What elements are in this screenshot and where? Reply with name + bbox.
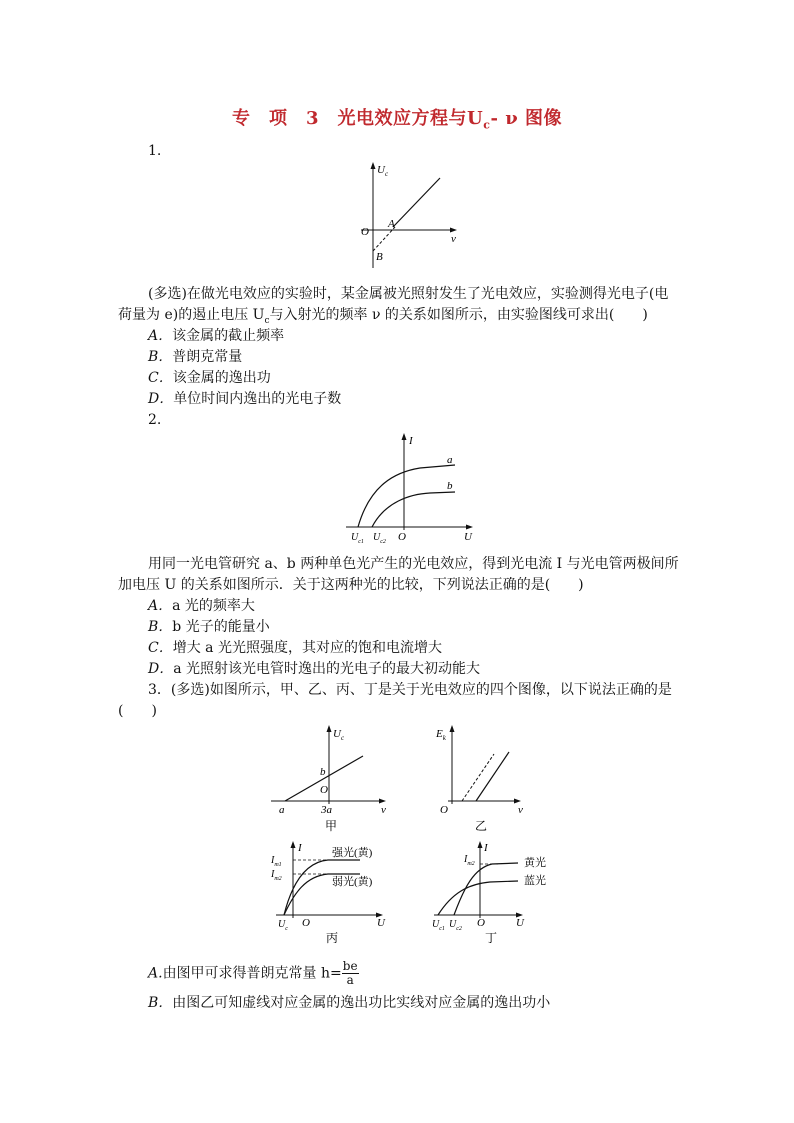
bing-origin-label: O xyxy=(302,917,310,929)
q2-y-label: I xyxy=(409,435,413,447)
jia-y-label: $U_c$ xyxy=(333,728,345,742)
title-suffix: - ν 图像 xyxy=(490,108,562,129)
q1-number: 1. xyxy=(148,143,162,159)
ding-uc1-label: $U_{c1}$ xyxy=(432,919,445,932)
q1-x-arrow xyxy=(450,228,457,233)
bing-weak-label: 弱光(黄) xyxy=(332,876,373,888)
q2-curve-a xyxy=(358,465,455,527)
yi-x-label: ν xyxy=(518,804,523,816)
q3-figure-bing xyxy=(270,838,400,948)
q1-point-a: A xyxy=(388,218,395,230)
q1-stem-line2: 荷量为 e)的遏止电压 $U_c$与入射光的频率 ν 的关系如图所示，由实验图线可求出( ) xyxy=(118,307,648,326)
q2-curve-a-label: a xyxy=(447,454,453,466)
bing-uc-label: $U_c$ xyxy=(278,919,288,932)
q2-curve-b xyxy=(372,492,455,527)
q1-y-label: $U_c$ xyxy=(377,164,389,178)
q1-origin-label: O xyxy=(361,226,369,238)
q3-option-a-fraction: $\frac{be}{a}$ xyxy=(342,959,358,987)
yi-caption: 乙 xyxy=(475,819,488,833)
yi-y-label: $E_k$ xyxy=(436,728,446,742)
q1-y-arrow xyxy=(371,162,376,169)
q1-option-d: D．单位时间内逸出的光电子数 xyxy=(148,391,342,407)
q1-x-label: ν xyxy=(451,233,456,245)
q2-number: 2. xyxy=(148,412,162,428)
yi-y-arrow xyxy=(450,725,455,732)
jia-b-label: b xyxy=(320,766,326,778)
ding-im2-label: $I_{m2}$ xyxy=(464,854,475,867)
yi-dashed-line xyxy=(462,754,494,801)
bing-strong-label: 强光(黄) xyxy=(332,847,373,859)
title-subscript: c xyxy=(483,118,491,132)
q1-figure xyxy=(355,160,465,272)
q2-y-arrow xyxy=(402,433,407,440)
bing-im1-label: $I_{m1}$ xyxy=(271,855,282,868)
ding-y-arrow xyxy=(478,841,483,848)
title-text: 专 项 3 光电效应方程与U xyxy=(232,108,484,129)
q1-solid-line xyxy=(393,178,440,227)
q1-option-a: A．该金属的截止频率 xyxy=(148,328,285,344)
q2-figure xyxy=(340,430,485,545)
jia-3a-label: 3a xyxy=(321,804,332,816)
q2-option-d: D．a 光照射该光电管时逸出的光电子的最大初动能大 xyxy=(148,661,481,677)
ding-y-label: I xyxy=(484,842,488,854)
q1-option-b: B．普朗克常量 xyxy=(148,349,243,365)
jia-a-label: a xyxy=(279,804,285,816)
jia-caption: 甲 xyxy=(325,819,338,833)
q1-stem-line1: (多选)在做光电效应的实验时，某金属被光照射发生了光电效应，实验测得光电子(电 xyxy=(148,286,669,302)
q2-stem-line2: 加电压 U 的关系如图所示．关于这两种光的比较，下列说法正确的是( ) xyxy=(118,577,584,593)
q2-stem-line1: 用同一光电管研究 a、b 两种单色光产生的光电效应，得到光电流 I 与光电管两极间所 xyxy=(148,556,679,572)
q3-option-a: A.由图甲可求得普朗克常量 h= $\frac{be}{a}$ xyxy=(148,959,358,987)
q2-uc2-label: $U_{c2}$ xyxy=(373,532,386,545)
q1-point-b: B xyxy=(376,251,383,263)
q3-figure-yi xyxy=(430,722,535,834)
q2-option-a: A．a 光的频率大 xyxy=(148,598,255,614)
q2-uc1-label: $U_{c1}$ xyxy=(351,532,364,545)
ding-yellow-label: 黄光 xyxy=(524,857,546,869)
jia-x-arrow xyxy=(379,799,386,804)
bing-y-label: I xyxy=(298,842,302,854)
bing-x-label: U xyxy=(377,917,385,929)
yi-origin-label: O xyxy=(440,804,448,816)
ding-origin-label: O xyxy=(477,917,485,929)
bing-caption: 丙 xyxy=(326,931,339,945)
jia-y-arrow xyxy=(327,725,332,732)
q2-option-b: B．b 光子的能量小 xyxy=(148,619,270,635)
q2-x-arrow xyxy=(466,525,473,530)
ding-x-label: U xyxy=(516,917,524,929)
jia-x-label: ν xyxy=(381,804,386,816)
ding-blue-curve xyxy=(438,881,518,915)
q2-origin-label: O xyxy=(398,531,406,543)
q1-option-c: C．该金属的逸出功 xyxy=(148,370,271,386)
q3-figure-jia xyxy=(265,722,395,834)
q3-option-b: B．由图乙可知虚线对应金属的逸出功比实线对应金属的逸出功小 xyxy=(148,995,551,1011)
q3-stem-line1: 3．(多选)如图所示，甲、乙、丙、丁是关于光电效应的四个图像，以下说法正确的是 xyxy=(148,682,672,698)
q2-option-c: C．增大 a 光光照强度，其对应的饱和电流增大 xyxy=(148,640,442,656)
yi-x-arrow xyxy=(514,799,521,804)
q3-stem-line2: ( ) xyxy=(118,703,157,719)
page-title xyxy=(0,104,794,132)
jia-origin-label: O xyxy=(320,784,328,796)
q2-curve-b-label: b xyxy=(447,480,453,492)
ding-blue-label: 蓝光 xyxy=(524,875,546,887)
ding-uc2-label: $U_{c2}$ xyxy=(449,919,462,932)
yi-solid-line xyxy=(476,752,509,801)
q3-figure-ding xyxy=(430,838,560,948)
ding-caption: 丁 xyxy=(485,931,498,945)
q1-dashed-extension xyxy=(373,227,395,251)
bing-y-arrow xyxy=(291,841,296,848)
bing-im2-label: $I_{m2}$ xyxy=(271,869,282,882)
q2-x-label: U xyxy=(464,531,472,543)
